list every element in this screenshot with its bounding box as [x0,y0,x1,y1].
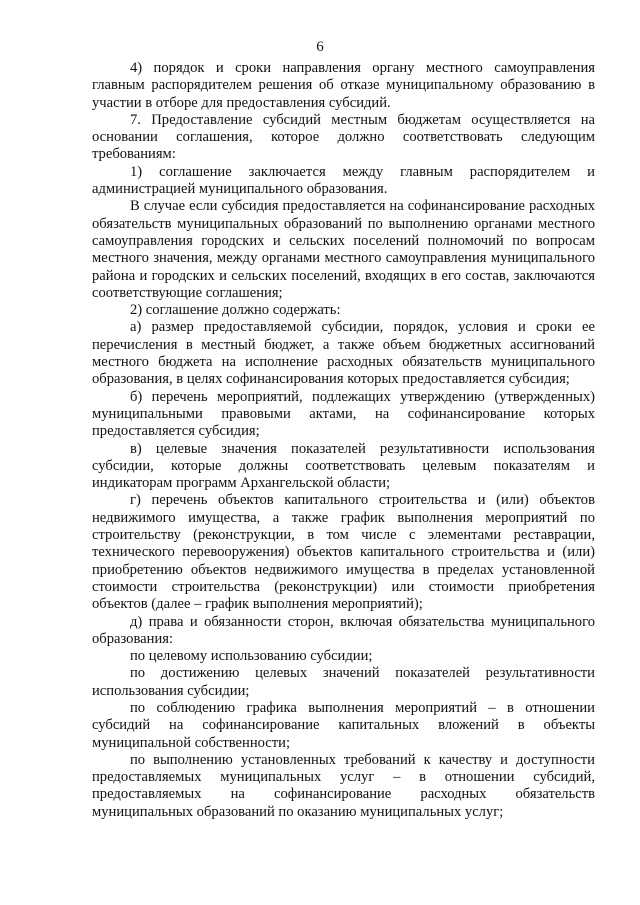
paragraph-12: по достижению целевых значений показателей результативности использования субсидии; [92,665,595,699]
paragraph-7: б) перечень мероприятий, подлежащих утверждению (утвержденных) муниципальными правовыми актами, на софинансирование которых предоставляется субсидия; [92,388,595,440]
paragraph-13: по соблюдению графика выполнения мероприятий – в отношении субсидий на софинансирование капитальных вложений в объекты муниципальной собственности; [92,699,595,751]
paragraph-1: 4) порядок и сроки направления органу местного самоуправления главным распорядителем решения об отказе муниципальному образованию в участии в отборе для предоставления субсидий. [92,60,595,111]
document-body [92,60,595,821]
paragraph-14: по выполнению установленных требований к качеству и доступности предоставляемых муниципальных услуг – в отношении субсидий, предоставляемых на софинансирование расходных обязательств муниципальных образований по оказанию муниципальных услуг; [92,751,595,820]
paragraph-9: г) перечень объектов капитального строительства и (или) объектов недвижимого имущества, а также график выполнения мероприятий по строительству (реконструкции, в том числе с элементами реставрации, технического перевооружения) объектов капитального строительства и (или) приобретению объектов недвижимого имущества в пределах установленной стоимости строительства (реконструкции) или стоимости приобретения объектов (далее – график выполнения мероприятий); [92,492,595,613]
paragraph-2: 7. Предоставление субсидий местным бюджетам осуществляется на основании соглашения, которое должно соответствовать следующим требованиям: [92,111,595,163]
paragraph-3: 1) соглашение заключается между главным распорядителем и администрацией муниципального образования. [92,163,595,198]
paragraph-4: В случае если субсидия предоставляется на софинансирование расходных обязательств муниципальных образований по выполнению органами местного самоуправления городских и сельских поселений полномочий по вопросам местного значения, между органами местного самоуправления муниципального района и городских и сельских поселений, входящих в его состав, заключаются соответствующие соглашения; [92,198,595,301]
paragraph-8: в) целевые значения показателей результативности использования субсидии, которые должны соответствовать целевым показателям и индикаторам программ Архангельской области; [92,440,595,492]
paragraph-10: д) права и обязанности сторон, включая обязательства муниципального образования: [92,613,595,647]
page-number: 6 [316,39,324,55]
paragraph-11: по целевому использованию субсидии; [130,648,373,665]
paragraph-5: 2) соглашение должно содержать: [130,302,341,319]
paragraph-6: а) размер предоставляемой субсидии, порядок, условия и сроки ее перечисления в местный бюджет, а также объем бюджетных ассигнований местного бюджета на исполнение расходных обязательств муниципального образования, в целях софинансирования которых предоставляется субсидия; [92,319,595,388]
